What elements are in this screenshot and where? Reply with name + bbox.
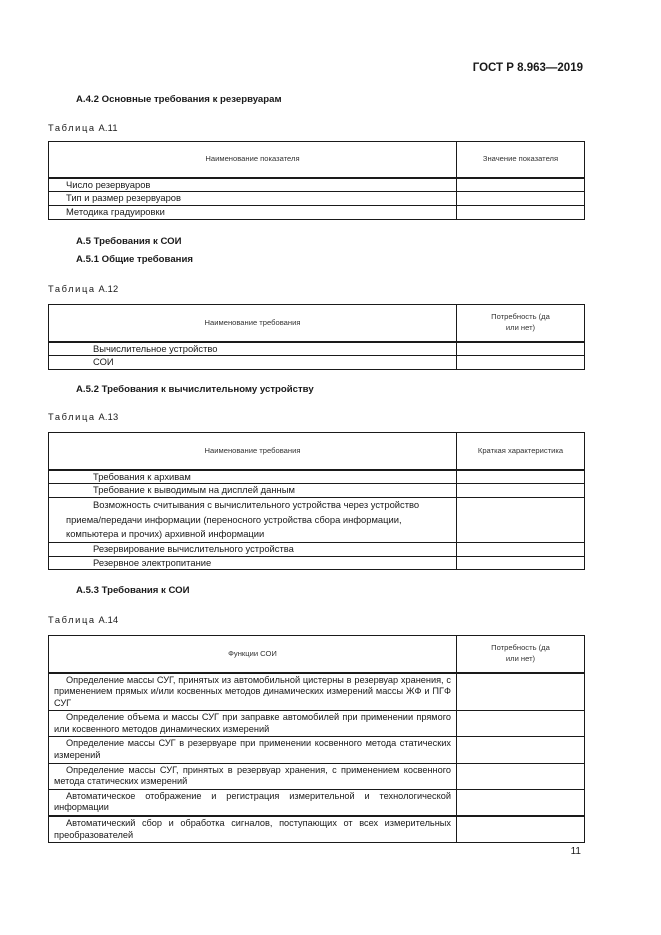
caption-number: А.11 <box>98 123 118 133</box>
value-cell <box>457 206 585 220</box>
table-row <box>49 192 585 206</box>
value-cell <box>457 816 585 843</box>
section-title: Требования к СОИ <box>101 585 190 596</box>
row-label: Определение массы СУГ, принятых из автомобильной цистерны в резервуар хранения, с применением прямых и/или косвенных методов динамических измерений массы ЖФ и ПГФ СУГ <box>54 674 451 708</box>
caption-word: Таблица <box>48 615 96 625</box>
section-number: А.5 <box>76 236 91 247</box>
caption-number: А.14 <box>98 615 119 625</box>
value-cell <box>457 356 585 370</box>
section-title: Требования к СОИ <box>93 236 182 247</box>
table-header-cell: Наименование требования <box>49 305 457 342</box>
table-header-cell: Функции СОИ <box>49 636 457 673</box>
caption-number: А.13 <box>98 412 119 422</box>
row-label: Методика градуировки <box>66 206 165 218</box>
table-header-cell: Потребность (да или нет) <box>457 305 585 342</box>
value-cell <box>457 484 585 498</box>
section-number: А.5.3 <box>76 585 99 596</box>
caption-word: Таблица <box>48 284 96 294</box>
value-cell <box>457 178 585 192</box>
row-label: Число резервуаров <box>66 178 151 190</box>
table-header-cell: Краткая характеристика <box>457 433 585 470</box>
section-number: А.5.2 <box>76 384 99 395</box>
table-row <box>49 789 585 816</box>
document-code: ГОСТ Р 8.963—2019 <box>472 62 583 74</box>
page-number: 11 <box>570 846 581 857</box>
value-cell <box>457 470 585 484</box>
caption-number: А.12 <box>98 284 119 294</box>
value-cell <box>457 763 585 789</box>
table-row <box>49 556 585 570</box>
value-cell <box>457 498 585 543</box>
table-row <box>49 763 585 789</box>
table-caption-a11 <box>48 123 118 133</box>
table-caption-a14 <box>48 615 118 625</box>
table-row <box>49 178 585 192</box>
row-label-line: Возможность считывания с вычислительного устройства через устройство <box>93 499 420 511</box>
table-header-cell: Наименование требования <box>49 433 457 470</box>
section-title: Общие требования <box>101 254 193 265</box>
row-label: Автоматическое отображение и регистрация измерительной и технологической информации <box>54 790 451 813</box>
table-row <box>49 342 585 356</box>
table-header-cell: Потребность (да или нет) <box>457 636 585 673</box>
row-label: Резервирование вычислительного устройства <box>93 542 294 554</box>
table-row <box>49 737 585 763</box>
section-number: А.4.2 <box>76 94 99 105</box>
value-cell <box>457 737 585 763</box>
table-row <box>49 816 585 843</box>
section-heading-a5 <box>76 236 182 247</box>
table-row <box>49 356 585 370</box>
table-a14 <box>48 635 585 843</box>
value-cell <box>457 342 585 356</box>
row-label: Тип и размер резервуаров <box>66 192 181 204</box>
section-heading-a42 <box>76 94 282 105</box>
row-label: Требование к выводимым на дисплей данным <box>93 484 295 496</box>
section-number: А.5.1 <box>76 254 99 265</box>
row-label: Требования к архивам <box>93 470 191 482</box>
section-heading-a52 <box>76 384 314 395</box>
table-a11 <box>48 141 585 220</box>
section-title: Основные требования к резервуарам <box>101 94 282 105</box>
value-cell <box>457 192 585 206</box>
table-caption-a12 <box>48 284 118 294</box>
value-cell <box>457 789 585 816</box>
table-row <box>49 470 585 484</box>
table-row <box>49 484 585 498</box>
caption-word: Таблица <box>48 123 96 133</box>
table-header-cell: Значение показателя <box>457 142 585 178</box>
section-title: Требования к вычислительному устройству <box>101 384 314 395</box>
row-label-line: компьютера и прочих) архивной информации <box>66 528 265 540</box>
table-a12 <box>48 304 585 370</box>
row-label: Определение массы СУГ в резервуаре при применении косвенного метода статических измерений <box>54 738 451 761</box>
table-a13 <box>48 432 585 570</box>
row-label-line: приема/передачи информации (переносного устройства сбора информации, <box>66 513 402 525</box>
value-cell <box>457 556 585 570</box>
row-label: СОИ <box>93 356 114 368</box>
table-row <box>49 673 585 711</box>
row-label: Резервное электропитание <box>93 556 212 568</box>
row-label: Определение объема и массы СУГ при заправке автомобилей при применении прямого или косвенного методов динамических измерений <box>54 712 451 734</box>
caption-word: Таблица <box>48 412 96 422</box>
section-heading-a53 <box>76 585 190 596</box>
table-row <box>49 498 585 543</box>
table-caption-a13 <box>48 412 118 422</box>
row-label: Вычислительное устройство <box>93 342 218 354</box>
table-row <box>49 206 585 220</box>
row-label: Определение массы СУГ, принятых в резервуар хранения, с применением косвенного метода статических измерений <box>54 764 451 787</box>
table-header-cell: Наименование показателя <box>49 142 457 178</box>
table-row <box>49 542 585 556</box>
table-row <box>49 711 585 737</box>
value-cell <box>457 673 585 711</box>
row-label: Автоматический сбор и обработка сигналов, поступающих от всех измерительных преобразователей <box>54 818 451 840</box>
value-cell <box>457 711 585 737</box>
section-heading-a51 <box>76 254 193 265</box>
value-cell <box>457 542 585 556</box>
